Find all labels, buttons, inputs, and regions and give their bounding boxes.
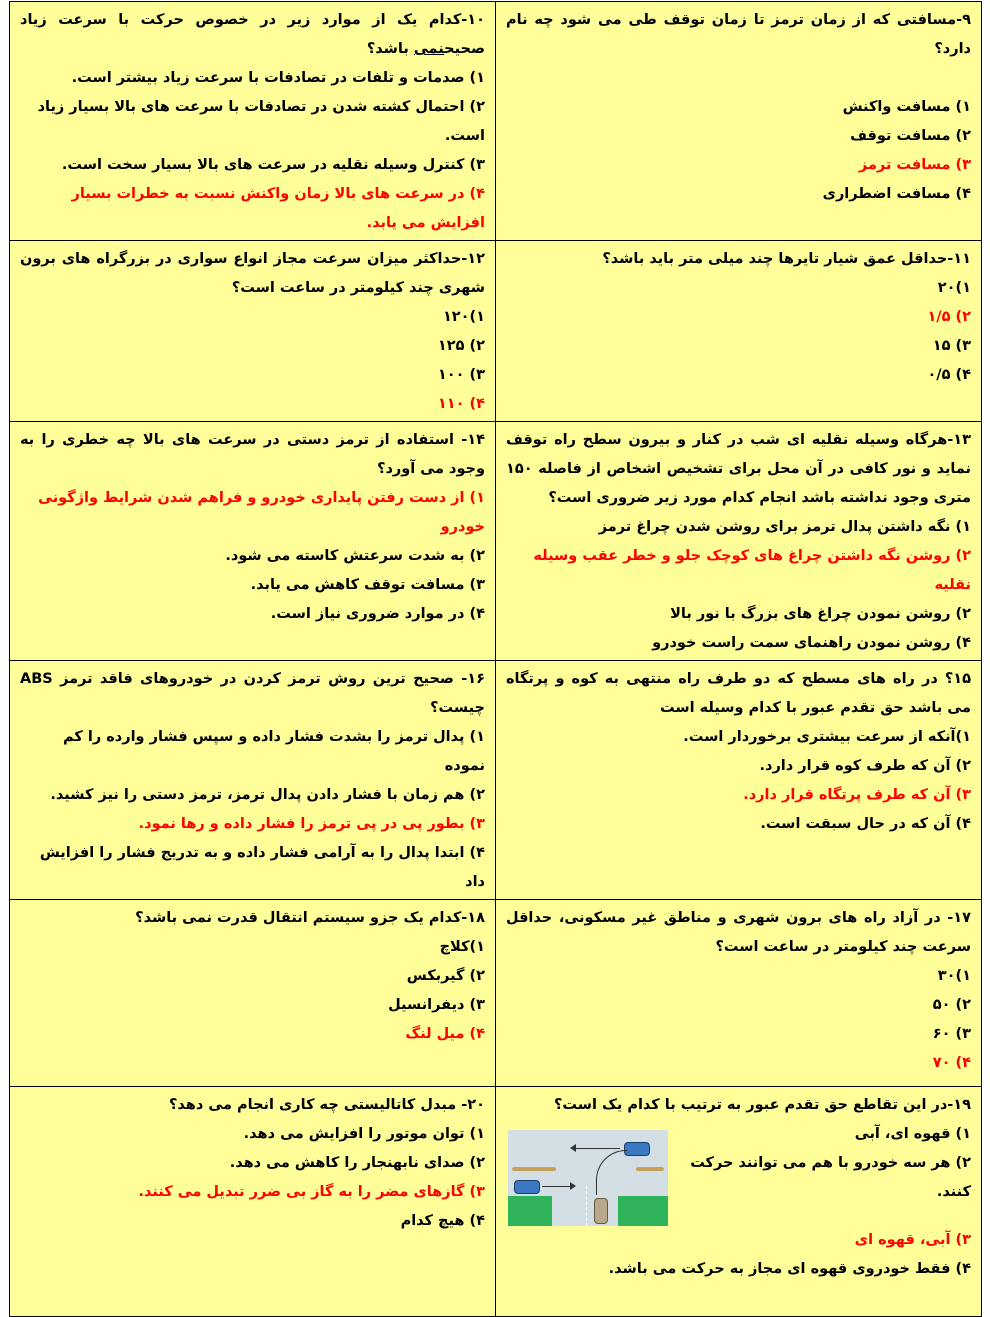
question-cell xyxy=(496,661,982,900)
option-4: ۴) ابتدا پدال را به آرامی فشار داده و به تدریج فشار را افزایش داد xyxy=(39,845,485,890)
option-4-correct: ۴) ۷۰ xyxy=(932,1055,971,1071)
question-text: ۱۳-هرگاه وسیله نقلیه ای شب در کنار و بیرون سطح راه توقف نماید و نور کافی در آن محل برای تشخیص اشخاص از فاصله ۱۵۰ متری وجود نداشته باشد انجام کدام مورد زیر ضروری است؟ xyxy=(506,432,971,506)
lane-marking xyxy=(512,1167,556,1171)
question-cell xyxy=(10,241,496,422)
option-3-correct: ۳) مسافت ترمز xyxy=(858,157,971,173)
option-4: ۴) مسافت اضطراری xyxy=(822,186,971,202)
question-text: ۱۹-در این تقاطع حق تقدم عبور به ترتیب با کدام یک است؟ xyxy=(553,1097,971,1113)
question-text: ۱۵؟ در راه های مسطح که دو طرف راه منتهی به کوه و پرتگاه می باشد حق تقدم عبور با کدام وسیله است xyxy=(506,671,971,716)
option-4: ۴) در موارد ضروری نیاز است. xyxy=(270,606,485,622)
option-1: ۱) توان موتور را افزایش می دهد. xyxy=(243,1126,485,1142)
question-text: ۱۸-کدام یک جزو سیستم انتقال قدرت نمی باشد؟ xyxy=(135,910,485,926)
table-row xyxy=(10,422,982,661)
brown-car-icon xyxy=(594,1198,608,1224)
question-cell xyxy=(10,2,496,241)
option-2: ۲) آن که طرف کوه قرار دارد. xyxy=(759,758,971,774)
option-1: ۱)۲۰ xyxy=(937,280,971,296)
arrowhead-icon xyxy=(570,1144,576,1152)
question-cell xyxy=(496,241,982,422)
option-2: ۲) ۱۲۵ xyxy=(437,338,485,354)
underlined-word: نمی xyxy=(413,41,445,57)
arrowhead-icon xyxy=(570,1182,576,1190)
question-cell xyxy=(10,900,496,1087)
question-cell xyxy=(10,422,496,661)
option-4: ۴) هیچ کدام xyxy=(400,1213,485,1229)
grass-left xyxy=(508,1196,552,1226)
option-4-correct: ۴) ۱۱۰ xyxy=(437,396,485,412)
question-cell xyxy=(496,422,982,661)
option-4-correct: ۴) در سرعت های بالا زمان واکنش نسبت به خطرات بسیار افزایش می یابد. xyxy=(71,186,485,231)
option-2: ۲) احتمال کشته شدن در تصادفات با سرعت های بالا بسیار زیاد است. xyxy=(37,99,485,144)
option-3-correct: ۳) گازهای مضر را به گاز بی ضرر تبدیل می کنند. xyxy=(138,1184,485,1200)
option-4: ۴) روشن نمودن راهنمای سمت راست خودرو xyxy=(652,635,971,651)
option-3-correct: ۳) آن که طرف پرتگاه قرار دارد. xyxy=(743,787,971,803)
option-1: ۱)۱۲۰ xyxy=(442,309,485,325)
question-cell xyxy=(10,1087,496,1317)
option-3: ۳) دیفرانسیل xyxy=(388,997,485,1013)
question-text: ۱۰-کدام یک از موارد زیر در خصوص حرکت با سرعت زیاد صحیحنمی باشد؟ xyxy=(20,12,485,57)
turn-arrow-icon xyxy=(596,1150,627,1195)
table-row xyxy=(10,1087,982,1317)
question-text: ۱۷- در آزاد راه های برون شهری و مناطق غیر مسکونی، حداقل سرعت چند کیلومتر در ساعت است؟ xyxy=(506,910,971,955)
question-text: ۹-مسافتی که از زمان ترمز تا زمان توقف طی می شود چه نام دارد؟ xyxy=(506,12,971,57)
option-1: ۱)آنکه از سرعت بیشتری برخوردار است. xyxy=(683,729,971,745)
option-2-correct: ۲) ۱/۵ xyxy=(927,309,971,325)
option-3-correct: ۳) بطور پی در پی ترمز را فشار داده و رها نمود. xyxy=(138,816,485,832)
question-text: ۲۰- مبدل کاتالیستی چه کاری انجام می دهد؟ xyxy=(168,1097,485,1113)
option-2: ۲) مسافت توقف xyxy=(850,128,971,144)
arrow-left-icon xyxy=(574,1148,620,1149)
option-3: ۳) ۶۰ xyxy=(932,1026,971,1042)
question-cell xyxy=(496,900,982,1087)
option-3: ۲) روشن نمودن چراغ های بزرگ با نور بالا xyxy=(670,606,971,622)
option-2: ۲) هر سه خودرو با هم می توانند حرکت کنند. xyxy=(690,1155,971,1200)
grass-right xyxy=(618,1196,668,1226)
question-cell xyxy=(10,661,496,900)
option-3: ۳) ۱۰۰ xyxy=(437,367,485,383)
blue-car-icon xyxy=(514,1180,540,1194)
option-2-correct: ۲) روشن نگه داشتن چراغ های کوچک جلو و خطر عقب وسیله نقلیه xyxy=(533,548,971,593)
option-4: ۴) ۰/۵ xyxy=(927,367,971,383)
blue-car-icon xyxy=(624,1142,650,1156)
option-1: ۱) مسافت واکنش xyxy=(842,99,971,115)
intersection-diagram-icon xyxy=(508,1130,668,1226)
option-1: ۱) پدال ترمز را بشدت فشار داده و سپس فشار وارده را کم نموده xyxy=(63,729,485,774)
question-cell xyxy=(496,1087,982,1317)
option-3: ۳) کنترل وسیله نقلیه در سرعت های بالا بسیار سخت است. xyxy=(61,157,485,173)
option-1: ۱)کلاچ xyxy=(439,939,485,955)
option-2: ۲) ۵۰ xyxy=(932,997,971,1013)
quiz-table xyxy=(9,1,982,1317)
option-4: ۴) آن که در حال سبقت است. xyxy=(760,816,971,832)
option-1: ۱) قهوه ای، آبی xyxy=(854,1126,971,1142)
option-4-correct: ۴) میل لنگ xyxy=(405,1026,485,1042)
option-2: ۲) به شدت سرعتش کاسته می شود. xyxy=(225,548,485,564)
option-1: ۱)۳۰ xyxy=(937,968,971,984)
question-text: ۱۱-حداقل عمق شیار تایرها چند میلی متر باید باشد؟ xyxy=(602,251,971,267)
option-3: ۳) مسافت توقف کاهش می یابد. xyxy=(250,577,485,593)
option-3-correct: ۳) آبی، قهوه ای xyxy=(854,1232,971,1248)
arrow-right-icon xyxy=(542,1186,570,1187)
table-row xyxy=(10,900,982,1087)
option-2: ۲) هم زمان با فشار دادن پدال ترمز، ترمز دستی را نیز کشید. xyxy=(50,787,485,803)
table-row xyxy=(10,661,982,900)
lane-marking xyxy=(636,1167,664,1171)
option-4: ۴) فقط خودروی قهوه ای مجاز به حرکت می باشد. xyxy=(608,1261,971,1277)
question-text: ۱۲-حداکثر میزان سرعت مجاز انواع سواری در بزرگراه های برون شهری چند کیلومتر در ساعت است؟ xyxy=(20,251,485,296)
option-1-correct: ۱) از دست رفتن پایداری خودرو و فراهم شدن شرایط واژگونی خودرو xyxy=(38,490,485,535)
option-2: ۲) صدای نابهنجار را کاهش می دهد. xyxy=(229,1155,485,1171)
option-3: ۳) ۱۵ xyxy=(932,338,971,354)
question-text: ۱۴- استفاده از ترمز دستی در سرعت های بالا چه خطری را به وجود می آورد؟ xyxy=(20,432,485,477)
question-text: ۱۶- صحیح ترین روش ترمز کردن در خودروهای فاقد ترمز ABS چیست؟ xyxy=(20,671,485,716)
option-1: ۱) نگه داشتن پدال ترمز برای روشن شدن چراغ ترمز xyxy=(598,519,971,535)
table-row xyxy=(10,2,982,241)
lane-dash xyxy=(586,1186,588,1226)
question-cell xyxy=(496,2,982,241)
option-2: ۲) گیربکس xyxy=(406,968,485,984)
table-row xyxy=(10,241,982,422)
option-1: ۱) صدمات و تلفات در تصادفات با سرعت زیاد بیشتر است. xyxy=(71,70,485,86)
